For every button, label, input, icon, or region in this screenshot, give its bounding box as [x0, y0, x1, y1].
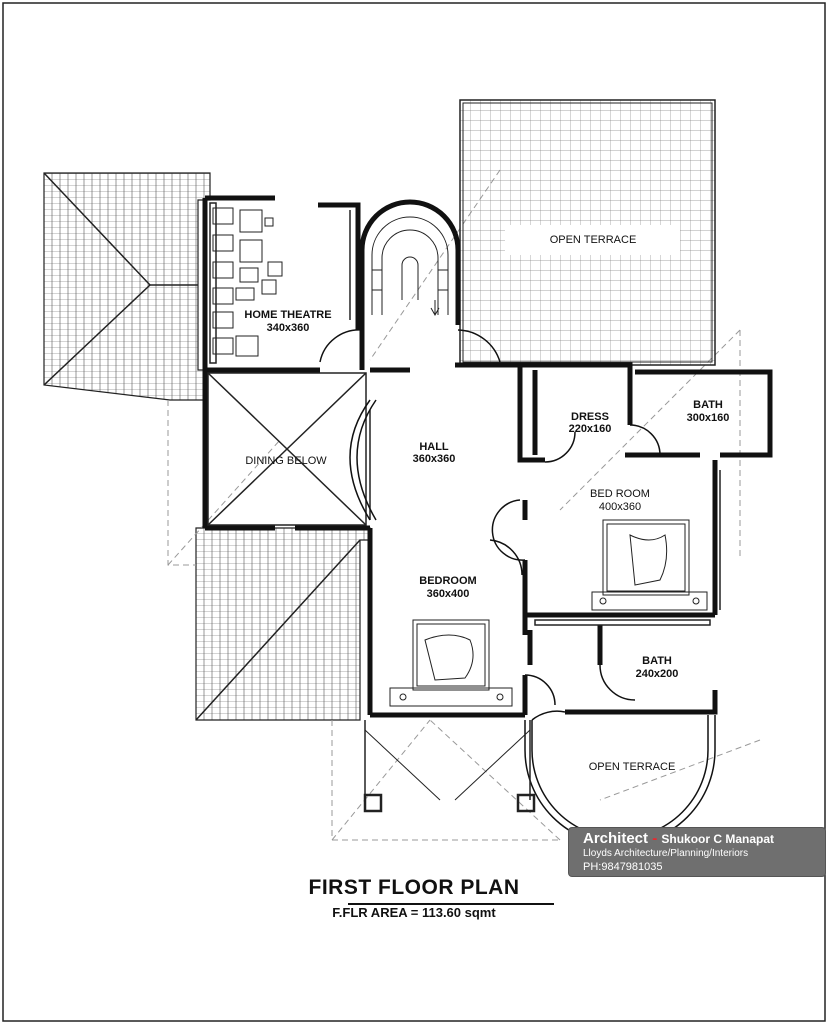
hall-name: HALL: [419, 441, 449, 453]
dining-below-label: DINING BELOW: [245, 455, 327, 467]
bath-top-name: BATH: [693, 399, 723, 411]
open-terrace-top-label: OPEN TERRACE: [549, 234, 637, 246]
bed-room-bed: [592, 520, 707, 610]
bedroom-name: BEDROOM: [419, 575, 477, 587]
porch: [365, 720, 534, 811]
home-theatre-name: HOME THEATRE: [244, 309, 332, 321]
architect-line: [583, 830, 774, 847]
dress-name: DRESS: [571, 411, 609, 423]
bath-top-size: 300x160: [686, 412, 730, 424]
home-theatre-size: 340x360: [266, 322, 310, 334]
open-terrace-bottom-label: OPEN TERRACE: [588, 761, 676, 773]
staircase: [372, 217, 448, 315]
architect-separator: -: [648, 830, 662, 847]
architect-stamp: [569, 828, 825, 876]
roof-left-bottom: [196, 528, 370, 720]
roof-left-top: [44, 173, 210, 400]
architect-label: Architect: [583, 830, 649, 847]
bath-bottom-name: BATH: [642, 655, 672, 667]
bed-room-size: 400x360: [598, 501, 642, 513]
bath-bottom-size: 240x200: [635, 668, 679, 680]
architect-firm: Lloyds Architecture/Planning/Interiors: [583, 848, 749, 859]
architect-phone: PH:9847981035: [583, 861, 663, 873]
bedroom-bed: [390, 620, 512, 706]
bed-room-name: BED ROOM: [590, 488, 650, 500]
plan-title: FIRST FLOOR PLAN: [308, 876, 520, 899]
dress-size: 220x160: [568, 423, 612, 435]
plan-area: F.FLR AREA = 113.60 sqmt: [332, 905, 496, 920]
bedroom-size: 360x400: [426, 588, 470, 600]
hall-size: 360x360: [412, 453, 456, 465]
architect-name: Shukoor C Manapat: [661, 832, 775, 846]
